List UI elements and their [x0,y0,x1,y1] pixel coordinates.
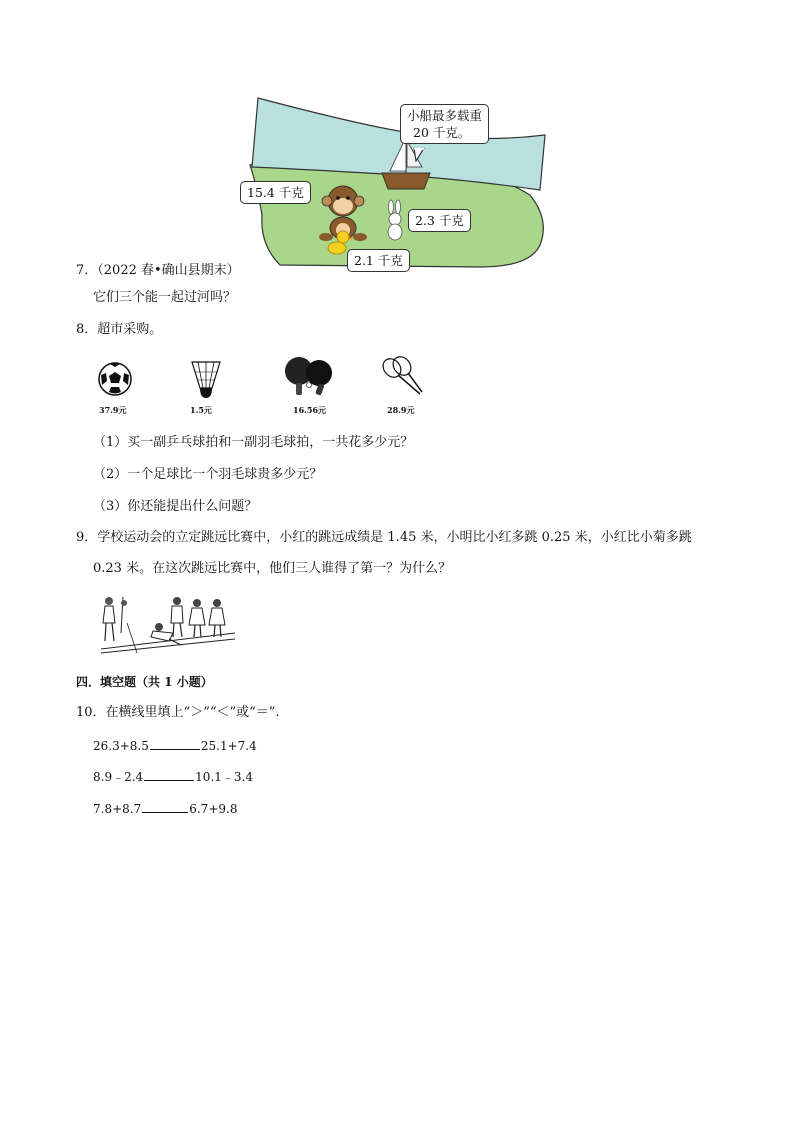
answer-blank-2[interactable] [144,768,194,781]
boat-capacity-bubble: 小船最多载重 20 千克。 [400,104,489,144]
section-4-title: 四．填空题（共 1 小题） [76,675,213,689]
shuttlecock-icon [186,358,226,400]
badminton-rackets-price: 28.9元 [387,405,415,415]
monkey-weight-label: 15.4 千克 [240,181,311,204]
question-8-sub-3: （3）你还能提出什么问题？ [93,499,258,514]
rabbit-weight-label: 2.3 千克 [408,209,471,232]
badminton-rackets-icon [378,356,426,398]
question-8-header: 8．超市采购。 [76,322,163,337]
answer-blank-3[interactable] [142,800,188,813]
compare-row-1: 26.3+8.5 25.1+7.4 [93,739,257,753]
bubble-tail [412,148,426,162]
question-9-line-2: 0.23 米。在这次跳远比赛中，他们三人谁得了第一？为什么？ [93,561,452,576]
ping-pong-paddles-price: 16.56元 [293,405,327,415]
ping-pong-paddles-icon [281,355,337,397]
question-7-header: 7．（2022 春•确山县期末） [76,263,240,278]
long-jump-illustration [97,593,239,655]
duck-weight-label: 2.1 千克 [347,249,410,272]
soccer-ball-price: 37.9元 [99,405,127,415]
shuttlecock-price: 1.5元 [190,405,212,415]
compare-row-3: 7.8+8.7 6.7+9.8 [93,802,238,816]
answer-blank-1[interactable] [150,737,200,750]
soccer-ball-icon [97,361,133,397]
question-10-header: 10．在横线里填上“＞”“＜”或“＝”. [76,705,280,720]
question-9-line-1: 9．学校运动会的立定跳远比赛中，小红的跳远成绩是 1.45 米，小明比小红多跳 0.25 米，小红比小菊多跳 [76,530,692,545]
question-8-sub-2: （2）一个足球比一个羽毛球贵多少元？ [93,467,323,482]
question-7-text: 它们三个能一起过河吗？ [93,290,237,305]
compare-row-2: 8.9﹣2.4 10.1﹣3.4 [93,770,253,784]
question-8-sub-1: （1）买一副乒乓球拍和一副羽毛球拍，一共花多少元？ [93,435,414,450]
